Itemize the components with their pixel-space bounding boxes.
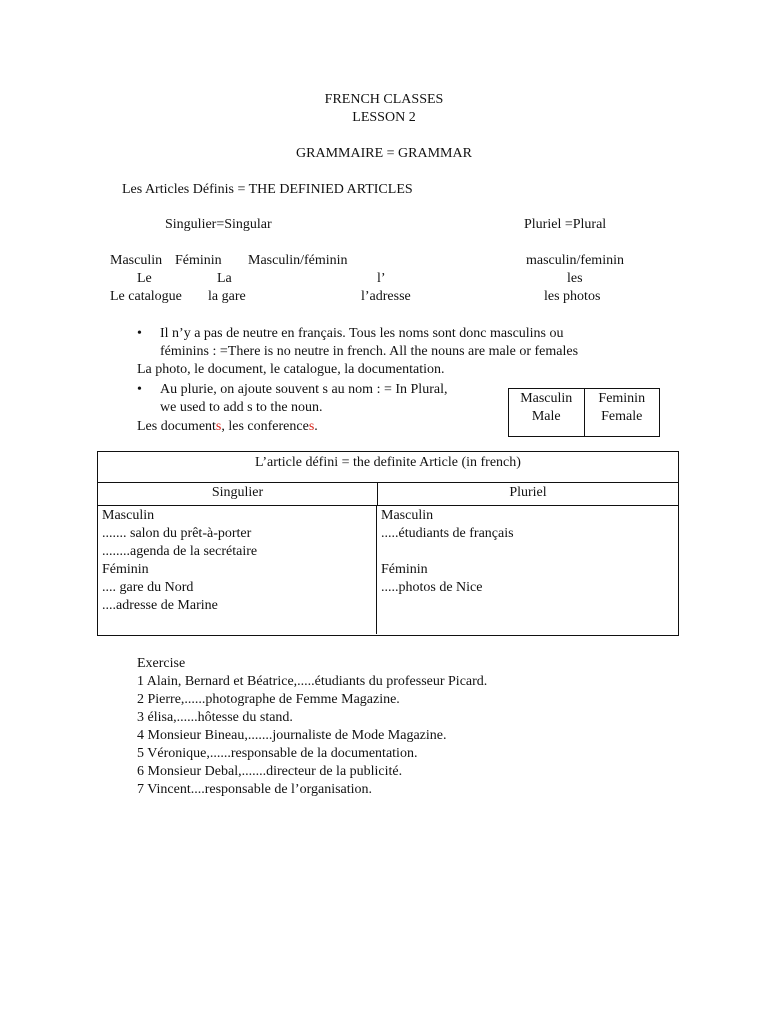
article-l: l’ [377,271,386,286]
gender-masc-fem-plural: masculin/feminin [526,253,624,268]
exercise-section [137,655,487,799]
singular-fem-item: ....adresse de Marine [102,598,218,613]
plural-fem-item: .....photos de Nice [381,580,483,595]
gender-box-feminin: Feminin Female [584,389,660,436]
plural-heading: Pluriel =Plural [524,217,607,232]
col-header-singular: Singulier [98,483,378,505]
gender-masc-fem: Masculin/féminin [248,253,348,268]
plural-s-highlight: s [308,419,315,434]
gender-box-masculin: Masculin Male [520,391,573,424]
exercise-item: 1 Alain, Bernard et Béatrice,.....étudiants du professeur Picard. [137,674,488,689]
plural-column [377,506,678,634]
note-bullet-plural [137,381,447,417]
document-title: FRENCH CLASSES [324,92,444,107]
example-le: Le catalogue [110,289,182,304]
col-header-plural: Pluriel [509,485,547,500]
article-le: Le [137,271,152,286]
lesson-number: LESSON 2 [352,110,416,125]
table-body-row [98,506,678,634]
plural-masc-item: .....étudiants de français [381,526,514,541]
gender-feminin: Féminin [175,253,222,268]
note-bullet-neutral [137,325,578,361]
note-list-2 [137,381,447,417]
singular-column [98,506,377,634]
singular-masc-item: ....... salon du prêt-à-porter [102,526,252,541]
singular-fem-label: Féminin [102,562,149,577]
note-line: Au plurie, on ajoute souvent s au nom : = In Plural, [160,382,448,397]
topic-heading: GRAMMAIRE = GRAMMAR [296,146,472,161]
exercise-item: 6 Monsieur Debal,.......directeur de la publicité. [137,764,403,779]
singular-heading: Singulier=Singular [165,217,272,232]
exercise-item: 2 Pierre,......photographe de Femme Magazine. [137,692,400,707]
singular-fem-item: .... gare du Nord [102,580,194,595]
gender-masculin: Masculin [110,253,163,268]
article-la: La [217,271,232,286]
note-example-1: La photo, le document, le catalogue, la documentation. [137,362,445,377]
subtopic-heading: Les Articles Définis = THE DEFINIED ARTICLES [122,182,413,197]
definite-article-table [97,451,679,636]
exercise-title: Exercise [137,656,186,671]
plural-masc-label: Masculin [381,508,434,523]
singular-masc-item: ........agenda de la secrétaire [102,544,258,559]
exercise-item: 3 élisa,......hôtesse du stand. [137,710,293,725]
exercise-item: 4 Monsieur Bineau,.......journaliste de Mode Magazine. [137,728,447,743]
example-les: les photos [544,289,601,304]
table-header-row [98,483,678,506]
note-line: we used to add s to the noun. [160,400,323,415]
exercise-item: 5 Véronique,......responsable de la documentation. [137,746,418,761]
example-la: la gare [208,289,246,304]
article-les: les [567,271,583,286]
note-line: féminins : =There is no neutre in french. All the nouns are male or females [160,344,579,359]
exercise-item: 7 Vincent....responsable de l’organisation. [137,782,373,797]
gender-box [508,388,660,437]
table-title: L’article défini = the definite Article (in french) [98,452,678,483]
plural-fem-label: Féminin [381,562,428,577]
example-l: l’adresse [361,289,411,304]
note-list-1 [137,325,578,361]
note-line: Il n’y a pas de neutre en français. Tous les noms sont donc masculins ou [160,326,564,341]
note-example-2: Les documents, les conferences. [137,419,318,434]
singular-masc-label: Masculin [102,508,155,523]
plural-s-highlight: s [215,419,222,434]
